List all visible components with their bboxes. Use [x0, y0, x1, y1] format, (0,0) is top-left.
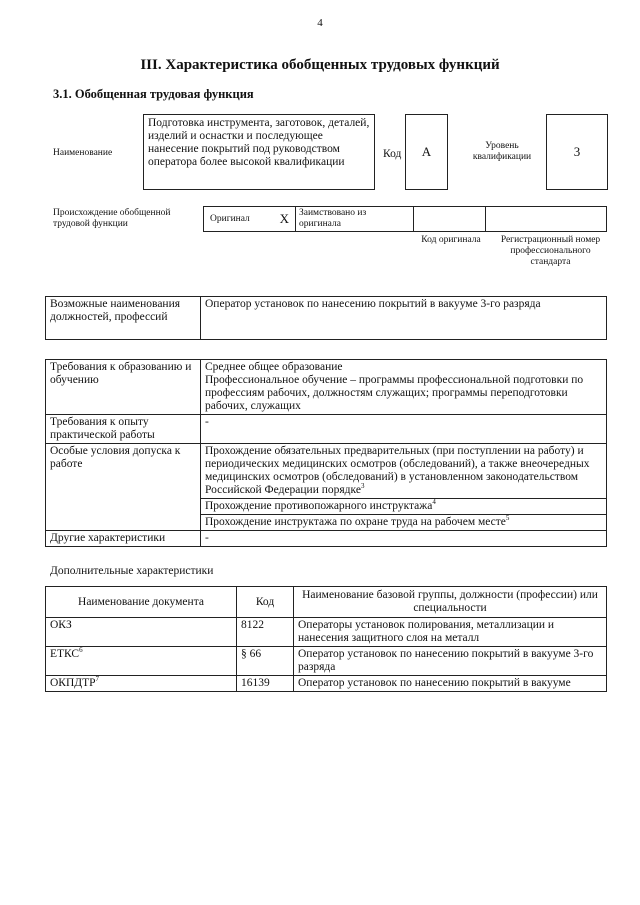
special-item: [201, 444, 607, 499]
table-row: [46, 647, 607, 676]
education-value: [201, 360, 607, 415]
additional-table: [45, 586, 607, 692]
doc-code: 16139: [237, 676, 294, 692]
education-label: Требования к образованию и обучению: [46, 360, 201, 415]
code-value: А: [421, 144, 432, 159]
footnote-ref: 6: [79, 646, 83, 655]
page-number: 4: [317, 17, 323, 29]
doc-code: 8122: [237, 618, 294, 647]
experience-label: Требования к опыту практической работы: [46, 415, 201, 444]
column-header: Наименование документа: [46, 587, 237, 618]
special-item: [201, 515, 607, 531]
additional-header-row: [46, 587, 607, 618]
doc-name-text: ЕТКС: [50, 648, 80, 660]
doc-name: [46, 618, 237, 647]
education-line: Профессиональное обучение – программы профессиональной подготовки по профессиям рабочих, должностям служащих; программы переподготовки рабочих, служащих: [205, 374, 584, 412]
doc-title: Оператор установок по нанесению покрытий в вакууме 3-го разряда: [294, 647, 607, 676]
doc-name: [46, 676, 237, 692]
footnote-ref: 7: [95, 675, 100, 684]
original-mark: Х: [279, 211, 289, 226]
level-value-box: [546, 114, 608, 190]
special-conditions-row: [46, 444, 607, 499]
name-label: Наименование: [53, 148, 113, 158]
requirements-table: [45, 359, 607, 547]
origin-original-cell: [204, 207, 296, 231]
special-item-text: Прохождение противопожарного инструктажа: [205, 500, 433, 512]
doc-code: § 66: [237, 647, 294, 676]
positions-row: [46, 297, 607, 340]
column-header: Код: [237, 587, 294, 618]
code-value-box: [405, 114, 448, 190]
doc-name-text: ОКПДТР: [50, 677, 96, 689]
reg-number-caption: Регистрационный номер профессионального стандарта: [500, 235, 601, 267]
code-label: Код: [383, 148, 402, 160]
borrowed-label: Заимствовано из оригинала: [299, 208, 367, 229]
original-label: Оригинал: [210, 213, 250, 224]
special-item: [201, 499, 607, 515]
doc-name-text: ОКЗ: [50, 619, 72, 631]
origin-label: Происхождение обобщенной трудовой функции: [53, 208, 171, 229]
table-row: [46, 618, 607, 647]
other-label: Другие характеристики: [46, 531, 201, 547]
additional-title: Дополнительные характеристики: [50, 565, 214, 577]
origin-row: [203, 206, 607, 232]
other-row: [46, 531, 607, 547]
code-original-caption: Код оригинала: [421, 235, 481, 245]
positions-label: Возможные наименования должностей, профессий: [46, 297, 201, 340]
level-value: 3: [573, 144, 581, 159]
special-item-text: Прохождение обязательных предварительных (при поступлении на работу) и периодических медицинских осмотров (обследований), а также внеочередных медицинских осмотров (обследований) в установленном законодательством Российской Федерации порядке: [205, 445, 590, 496]
level-label: Уровень квалификации: [472, 141, 532, 162]
footnote-ref: 4: [432, 498, 436, 507]
special-label: Особые условия допуска к работе: [46, 444, 201, 531]
positions-value: Оператор установок по нанесению покрытий в вакууме 3-го разряда: [201, 297, 607, 340]
reg-number-cell: [486, 207, 606, 231]
table-row: [46, 676, 607, 692]
experience-row: [46, 415, 607, 444]
doc-title: Операторы установок полирования, металлизации и нанесения защитного слоя на металл: [294, 618, 607, 647]
other-value: -: [201, 531, 607, 547]
section-title: III. Характеристика обобщенных трудовых функций: [140, 57, 500, 73]
education-row: [46, 360, 607, 415]
special-item-text: Прохождение инструктажа по охране труда на рабочем месте: [205, 516, 506, 528]
code-original-cell: [414, 207, 486, 231]
name-value-box: [143, 114, 375, 190]
borrowed-cell: [296, 207, 414, 231]
name-value: Подготовка инструмента, заготовок, деталей, изделий и оснастки и последующее нанесение покрытий под руководством оператора более высокой квалификации: [148, 117, 370, 168]
doc-title: Оператор установок по нанесению покрытий в вакууме: [294, 676, 607, 692]
footnote-ref: 3: [360, 482, 365, 491]
positions-table: [45, 296, 607, 340]
footnote-ref: 5: [505, 514, 510, 523]
column-header: Наименование базовой группы, должности (профессии) или специальности: [294, 587, 607, 618]
education-line: Среднее общее образование: [205, 361, 343, 373]
subsection-title: 3.1. Обобщенная трудовая функция: [53, 87, 254, 101]
doc-name: [46, 647, 237, 676]
experience-value: -: [201, 415, 607, 444]
